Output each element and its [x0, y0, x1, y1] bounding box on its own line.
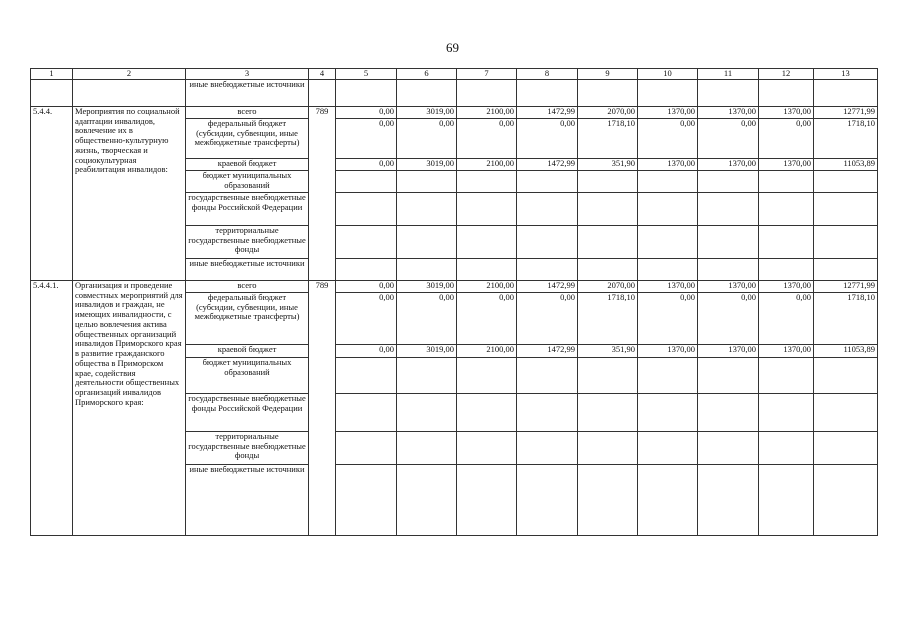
value-cell [814, 464, 878, 535]
value-cell: 0,00 [759, 292, 814, 344]
value-cell [397, 192, 457, 225]
value-cell: 1718,10 [578, 118, 638, 158]
value-cell: 1718,10 [578, 292, 638, 344]
value-cell [397, 431, 457, 464]
value-cell [638, 431, 698, 464]
value-cell: 1370,00 [638, 106, 698, 118]
value-cell: 1370,00 [698, 106, 759, 118]
header-cell: 4 [309, 69, 336, 80]
value-cell [397, 225, 457, 258]
value-cell [397, 170, 457, 192]
value-cell: 0,00 [457, 292, 517, 344]
value-cell: 12771,99 [814, 106, 878, 118]
source-cell: иные внебюджетные источники [186, 258, 309, 280]
table-row [31, 280, 878, 292]
header-cell: 3 [186, 69, 309, 80]
source-cell: бюджет муниципальных образований [186, 170, 309, 192]
value-cell [457, 393, 517, 431]
source-cell: иные внебюджетные источники [186, 464, 309, 535]
value-cell [517, 225, 578, 258]
grbs-code: 789 [309, 106, 336, 280]
value-cell [698, 393, 759, 431]
value-cell [457, 431, 517, 464]
value-cell: 3019,00 [397, 158, 457, 170]
value-cell [578, 464, 638, 535]
value-cell [698, 357, 759, 393]
header-cell: 11 [698, 69, 759, 80]
value-cell [397, 464, 457, 535]
value-cell [759, 357, 814, 393]
value-cell [698, 258, 759, 280]
value-cell: 0,00 [397, 118, 457, 158]
value-cell [698, 170, 759, 192]
value-cell [814, 393, 878, 431]
value-cell: 1718,10 [814, 118, 878, 158]
value-cell [397, 393, 457, 431]
value-cell [698, 431, 759, 464]
value-cell [336, 258, 397, 280]
value-cell [457, 464, 517, 535]
value-cell: 0,00 [457, 118, 517, 158]
value-cell [578, 258, 638, 280]
table-row [31, 106, 878, 118]
value-cell [759, 258, 814, 280]
header-cell: 2 [73, 69, 186, 80]
header-cell: 9 [578, 69, 638, 80]
value-cell [517, 170, 578, 192]
value-cell: 1472,99 [517, 280, 578, 292]
value-cell: 0,00 [698, 292, 759, 344]
value-cell [397, 357, 457, 393]
value-cell [397, 258, 457, 280]
value-cell [457, 357, 517, 393]
value-cell [336, 225, 397, 258]
source-cell: территориальные государственные внебюджетные фонды [186, 431, 309, 464]
value-cell [759, 192, 814, 225]
value-cell: 1370,00 [638, 280, 698, 292]
value-cell: 0,00 [336, 118, 397, 158]
value-cell: 3019,00 [397, 344, 457, 357]
header-cell: 12 [759, 69, 814, 80]
value-cell [336, 431, 397, 464]
value-cell: 1370,00 [759, 280, 814, 292]
value-cell [759, 464, 814, 535]
value-cell: 2100,00 [457, 106, 517, 118]
value-cell [638, 393, 698, 431]
value-cell [638, 170, 698, 192]
value-cell [578, 192, 638, 225]
value-cell [457, 170, 517, 192]
item-code: 5.4.4. [31, 106, 73, 280]
value-cell [638, 357, 698, 393]
value-cell: 351,90 [578, 158, 638, 170]
value-cell: 351,90 [578, 344, 638, 357]
value-cell: 1718,10 [814, 292, 878, 344]
source-cell: бюджет муниципальных образований [186, 357, 309, 393]
budget-table [30, 68, 878, 536]
value-cell [759, 170, 814, 192]
value-cell: 0,00 [638, 292, 698, 344]
value-cell: 3019,00 [397, 280, 457, 292]
value-cell: 0,00 [336, 292, 397, 344]
value-cell [698, 192, 759, 225]
value-cell [814, 225, 878, 258]
value-cell: 0,00 [397, 292, 457, 344]
value-cell [457, 225, 517, 258]
value-cell: 1472,99 [517, 158, 578, 170]
value-cell: 0,00 [698, 118, 759, 158]
value-cell [759, 431, 814, 464]
source-cell: краевой бюджет [186, 158, 309, 170]
header-cell: 10 [638, 69, 698, 80]
value-cell: 1370,00 [698, 280, 759, 292]
value-cell [814, 258, 878, 280]
value-cell [578, 431, 638, 464]
value-cell [457, 192, 517, 225]
value-cell [638, 464, 698, 535]
value-cell [517, 393, 578, 431]
value-cell [698, 225, 759, 258]
value-cell: 1370,00 [638, 344, 698, 357]
header-cell: 7 [457, 69, 517, 80]
value-cell: 2070,00 [578, 106, 638, 118]
value-cell [457, 258, 517, 280]
value-cell: 2070,00 [578, 280, 638, 292]
header-cell: 5 [336, 69, 397, 80]
value-cell [759, 393, 814, 431]
source-cell: территориальные государственные внебюджетные фонды [186, 225, 309, 258]
value-cell: 0,00 [517, 118, 578, 158]
value-cell: 1370,00 [759, 106, 814, 118]
value-cell: 1370,00 [638, 158, 698, 170]
value-cell [517, 431, 578, 464]
source-cell: краевой бюджет [186, 344, 309, 357]
header-cell: 13 [814, 69, 878, 80]
item-code: 5.4.4.1. [31, 280, 73, 535]
source-cell: иные внебюджетные источники [186, 79, 309, 106]
value-cell: 1472,99 [517, 106, 578, 118]
value-cell: 3019,00 [397, 106, 457, 118]
value-cell [759, 225, 814, 258]
value-cell [336, 170, 397, 192]
value-cell [578, 170, 638, 192]
item-description: Мероприятия по социальной адаптации инвалидов, вовлечение их в общественно-культурную жизнь, творческая и социокультурная реабилитация инвалидов: [73, 106, 186, 280]
value-cell: 0,00 [336, 344, 397, 357]
value-cell: 12771,99 [814, 280, 878, 292]
value-cell [638, 225, 698, 258]
value-cell [336, 357, 397, 393]
source-cell: всего [186, 280, 309, 292]
value-cell: 1370,00 [759, 344, 814, 357]
value-cell [578, 357, 638, 393]
value-cell [336, 192, 397, 225]
grbs-code: 789 [309, 280, 336, 535]
value-cell [814, 357, 878, 393]
value-cell: 1370,00 [698, 344, 759, 357]
value-cell [517, 192, 578, 225]
page-number: 69 [446, 40, 459, 55]
value-cell: 0,00 [638, 118, 698, 158]
value-cell: 11053,89 [814, 344, 878, 357]
value-cell [578, 225, 638, 258]
value-cell [814, 170, 878, 192]
value-cell [517, 464, 578, 535]
source-cell: федеральный бюджет (субсидии, субвенции, иные межбюджетные трансферты) [186, 292, 309, 344]
header-cell: 8 [517, 69, 578, 80]
value-cell: 0,00 [336, 158, 397, 170]
value-cell: 0,00 [759, 118, 814, 158]
value-cell: 0,00 [336, 280, 397, 292]
value-cell: 11053,89 [814, 158, 878, 170]
value-cell: 1370,00 [759, 158, 814, 170]
header-row [31, 69, 878, 80]
value-cell: 2100,00 [457, 344, 517, 357]
value-cell [638, 258, 698, 280]
value-cell [517, 357, 578, 393]
item-description: Организация и проведение совместных мероприятий для инвалидов и граждан, не имеющих инвалидности, с целью вовлечения актива общественных организаций инвалидов Приморского края в развитие гражданского общества в Приморском крае, содействия деятельности общественных организаций инвалидов Приморского края: [73, 280, 186, 535]
value-cell [517, 258, 578, 280]
source-cell: государственные внебюджетные фонды Российской Федерации [186, 393, 309, 431]
source-cell: федеральный бюджет (субсидии, субвенции, иные межбюджетные трансферты) [186, 118, 309, 158]
value-cell: 1472,99 [517, 344, 578, 357]
source-cell: всего [186, 106, 309, 118]
value-cell [814, 431, 878, 464]
value-cell: 0,00 [336, 106, 397, 118]
value-cell: 1370,00 [698, 158, 759, 170]
value-cell: 2100,00 [457, 158, 517, 170]
header-cell: 6 [397, 69, 457, 80]
value-cell: 0,00 [517, 292, 578, 344]
value-cell [814, 192, 878, 225]
value-cell: 2100,00 [457, 280, 517, 292]
header-cell: 1 [31, 69, 73, 80]
value-cell [578, 393, 638, 431]
value-cell [336, 464, 397, 535]
value-cell [638, 192, 698, 225]
value-cell [336, 393, 397, 431]
source-cell: государственные внебюджетные фонды Российской Федерации [186, 192, 309, 225]
value-cell [698, 464, 759, 535]
table-row [31, 79, 878, 106]
